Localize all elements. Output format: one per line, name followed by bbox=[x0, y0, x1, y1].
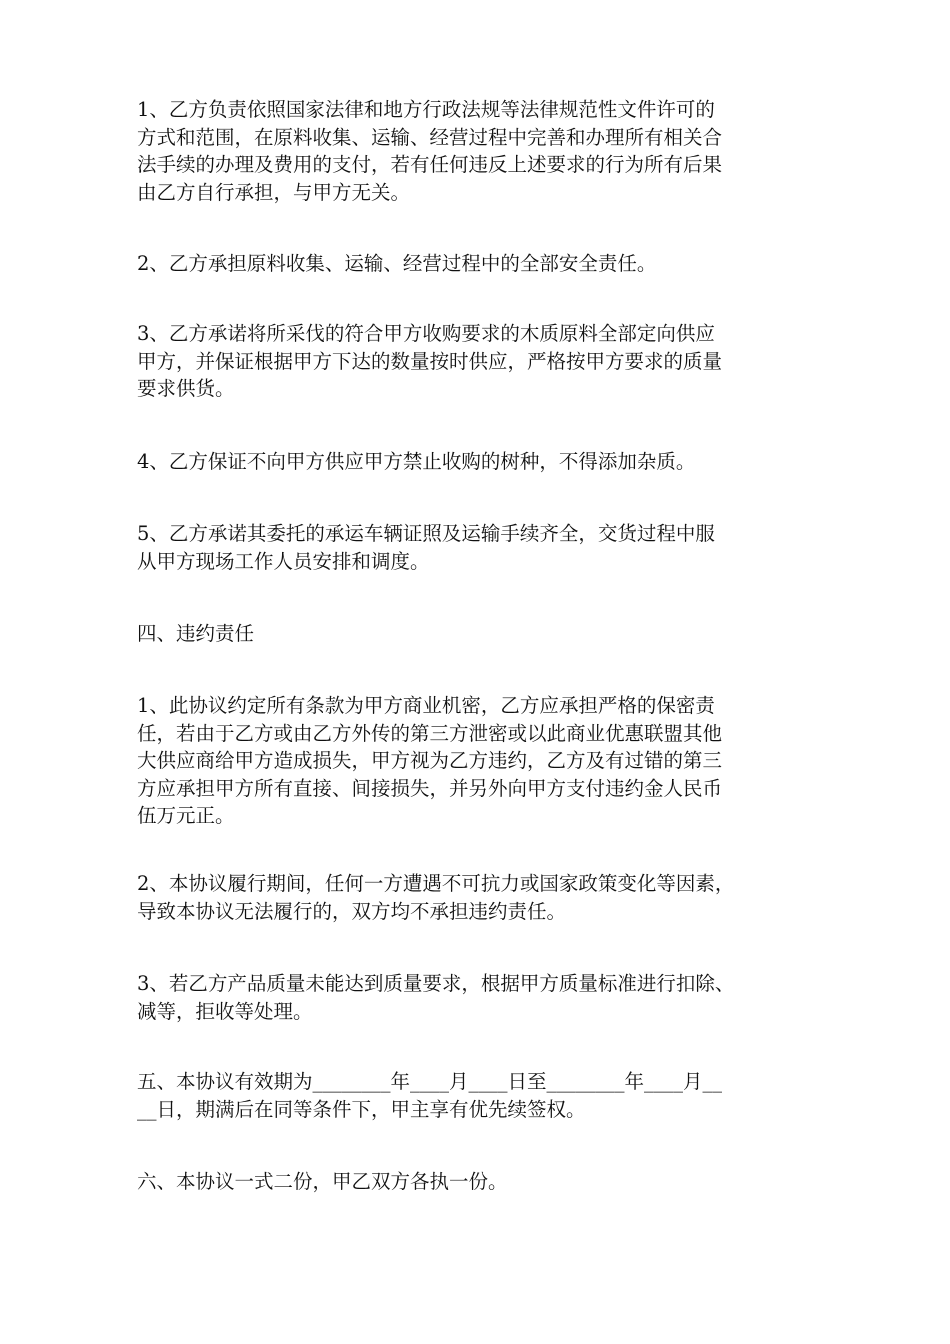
clause-validity-period: 五、本协议有效期为________年____月____日至________年____月__ __日，期满后在同等条件下，甲主享有优先续签权。 bbox=[137, 1070, 723, 1121]
clause-breach-2: 2、本协议履行期间，任何一方遭遇不可抗力或国家政策变化等因素， 导致本协议无法履行的，双方均不承担违约责任。 bbox=[137, 872, 735, 923]
clause-yi-4: 4、乙方保证不向甲方供应甲方禁止收购的树种，不得添加杂质。 bbox=[137, 450, 696, 473]
clause-yi-1: 1、乙方负责依照国家法律和地方行政法规等法律规范性文件许可的 方式和范围，在原料收集、运输、经营过程中完善和办理所有相关合 法手续的办理及费用的支付，若有任何违反上述要求的行为所有后果 由乙方自行承担，与甲方无关。 bbox=[137, 98, 723, 204]
section-heading-breach: 四、违约责任 bbox=[137, 622, 255, 645]
clause-breach-3: 3、若乙方产品质量未能达到质量要求，根据甲方质量标准进行扣除、 减等，拒收等处理。 bbox=[137, 972, 735, 1023]
clause-yi-2: 2、乙方承担原料收集、运输、经营过程中的全部安全责任。 bbox=[137, 252, 657, 275]
clause-yi-5: 5、乙方承诺其委托的承运车辆证照及运输手续齐全，交货过程中服 从甲方现场工作人员安排和调度。 bbox=[137, 522, 715, 573]
clause-breach-1: 1、此协议约定所有条款为甲方商业机密，乙方应承担严格的保密责 任，若由于乙方或由乙方外传的第三方泄密或以此商业优惠联盟其他 大供应商给甲方造成损失，甲方视为乙方违约，乙方及有过错的第三 方应承担甲方所有直接、间接损失，并另外向甲方支付违约金人民币 伍万元正。 bbox=[137, 694, 723, 827]
clause-copies: 六、本协议一式二份，甲乙双方各执一份。 bbox=[137, 1170, 508, 1193]
clause-yi-3: 3、乙方承诺将所采伐的符合甲方收购要求的木质原料全部定向供应 甲方，并保证根据甲方下达的数量按时供应，严格按甲方要求的质量 要求供货。 bbox=[137, 322, 723, 400]
